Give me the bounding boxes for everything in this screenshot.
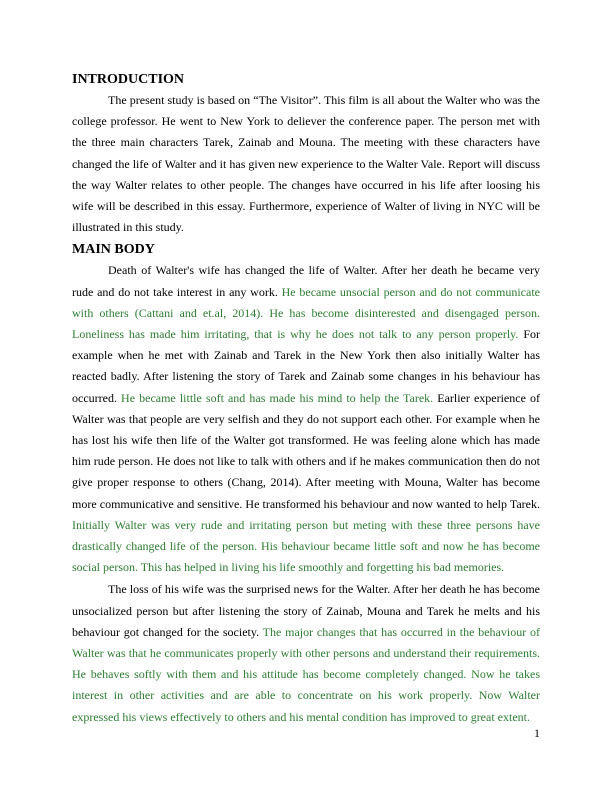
- highlighted-text-run: He became little soft and has made his mind to help the Tarek.: [121, 390, 434, 405]
- highlighted-text-run: The major changes that has occurred in the behaviour of Walter was that he communicates properly with other persons and understand their requirements. He behaves softly with them and his attitude has become completely changed. Now he takes interest in other activities and are able to concentrate on his work properly. Now Walter expressed his views effectively to others and his mental condition has improved to great extent.: [72, 624, 540, 724]
- document-page: [72, 70, 540, 728]
- paragraph-main-body-2: [72, 579, 540, 727]
- section-heading-main-body: MAIN BODY: [72, 242, 155, 258]
- text-run: Death of Walter's wife has changed the life of Walter. After her death he became very rude and do not take interest in any work.: [72, 263, 540, 299]
- text-run: The present study is based on “The Visitor”. This film is all about the Walter who was the college professor. He went to New York to deliever the conference paper. The person met with the three main characters Tarek, Zainab and Mouna. The meeting with these characters have changed the life of Walter and it has given new experience to the Walter Vale. Report will discuss the way Walter relates to other people. The changes have occurred in his life after loosing his wife will be described in this essay. Furthermore, experience of Walter of living in NYC will be illustrated in this study.: [72, 93, 540, 235]
- text-run: Earlier experience of Walter was that people are very selfish and they do not support each other. For example when he has lost his wife then life of the Walter got transformed. He was feeling alone which has made him rude person. He does not like to talk with others and if he makes communication then do not give proper response to others (Chang, 2014). After meeting with Mouna, Walter has become more communicative and sensitive. He transformed his behaviour and now wanted to help Tarek.: [72, 390, 540, 511]
- paragraph-main-body-1: [72, 260, 540, 578]
- text-run: For example when he met with Zainab and Tarek in the New York then also initially Walter has reacted badly. After listening the story of Tarek and Zainab some changes in his behaviour has occurred.: [72, 327, 541, 405]
- paragraph-introduction: [72, 90, 540, 238]
- highlighted-text-run: He became unsocial person and do not communicate with others (Cattani and et.al, 2014). He has become disinterested and disengaged person. Loneliness has made him irritating, that is why he does not talk to any person properly.: [72, 284, 540, 342]
- text-run: The loss of his wife was the surprised news for the Walter. After her death he has become unsocialized person but after listening the story of Zainab, Mouna and Tarek he melts and his behaviour got changed for the society.: [72, 582, 540, 639]
- page-number: 1: [534, 726, 540, 740]
- highlighted-text-run: Initially Walter was very rude and irritating person but meting with these three persons have drastically changed life of the person. His behaviour became little soft and now he has become social person. This has helped in living his life smoothly and forgetting his bad memories.: [72, 517, 540, 575]
- section-heading-introduction: INTRODUCTION: [72, 72, 185, 87]
